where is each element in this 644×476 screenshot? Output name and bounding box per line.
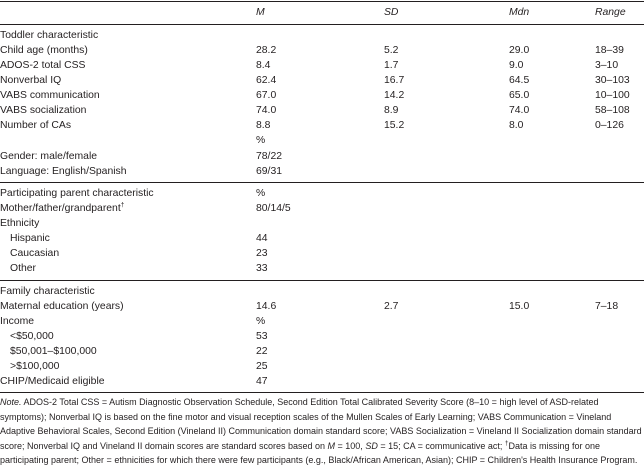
- cell-mean: 23: [256, 248, 268, 259]
- row-label: Number of CAs: [0, 120, 72, 131]
- section-title: Participating parent characteristic: [0, 188, 154, 199]
- cell-sd: 2.7: [384, 301, 399, 312]
- row-label: Ethnicity: [0, 218, 40, 229]
- cell-median: 9.0: [509, 60, 524, 71]
- row-label: VABS socialization: [0, 105, 87, 116]
- cell-range: 10–100: [595, 90, 630, 101]
- cell-mean: 14.6: [256, 301, 277, 312]
- cell-mean: 8.8: [256, 120, 271, 131]
- header-sd: SD: [384, 7, 399, 18]
- cell-range: 58–108: [595, 105, 630, 116]
- note-mean-symbol: M: [327, 440, 336, 451]
- row-label: Income: [0, 316, 35, 327]
- cell-mean: 74.0: [256, 105, 277, 116]
- cell-mean: 33: [256, 263, 268, 274]
- row-label: Hispanic: [10, 233, 50, 244]
- note-text: Data is missing for one participating parent; Other = ethnicities for which there were few participants (e.g., Black/African American, Asian); CHIP = Children's Health Insurance Program.: [0, 440, 638, 465]
- row-label: VABS communication: [0, 90, 100, 101]
- row-label: Language: English/Spanish: [0, 166, 127, 177]
- table-note: [0, 395, 644, 468]
- cell-sd: 14.2: [384, 90, 405, 101]
- row-label: Caucasian: [10, 248, 60, 259]
- cell-median: 64.5: [509, 75, 530, 86]
- cell-sd: 15.2: [384, 120, 405, 131]
- table-bottom-rule: [0, 392, 644, 393]
- row-label: Other: [10, 263, 36, 274]
- cell-percent-header: %: [256, 188, 266, 199]
- section-rule: [0, 182, 644, 183]
- cell-median: 15.0: [509, 301, 530, 312]
- cell-median: 65.0: [509, 90, 530, 101]
- cell-range: 0–126: [595, 120, 624, 131]
- section-rule: [0, 280, 644, 281]
- cell-mean: 8.4: [256, 60, 271, 71]
- cell-percent-header: %: [256, 135, 266, 146]
- header-range: Range: [595, 7, 626, 18]
- cell-mean: 78/22: [256, 151, 283, 162]
- cell-sd: 8.9: [384, 105, 399, 116]
- section-title: Toddler characteristic: [0, 30, 99, 41]
- header-rule: [0, 24, 644, 25]
- note-sd-symbol: SD: [365, 440, 378, 451]
- cell-median: 74.0: [509, 105, 530, 116]
- cell-range: 30–103: [595, 75, 630, 86]
- table-row: [0, 163, 644, 181]
- header-median: Mdn: [509, 7, 530, 18]
- note-text: = 15; CA = communicative act;: [377, 440, 505, 451]
- cell-mean: 62.4: [256, 75, 277, 86]
- row-label: Gender: male/female: [0, 151, 98, 162]
- cell-range: 3–10: [595, 60, 619, 71]
- cell-sd: 16.7: [384, 75, 405, 86]
- cell-median: 29.0: [509, 45, 530, 56]
- header-mean: M: [256, 7, 265, 18]
- table-row: [0, 260, 644, 278]
- table-top-rule: [0, 1, 644, 2]
- cell-mean: 69/31: [256, 166, 283, 177]
- note-label: Note.: [0, 397, 22, 407]
- cell-mean: 47: [256, 376, 268, 387]
- cell-mean: 67.0: [256, 90, 277, 101]
- row-label: >$100,000: [10, 361, 60, 372]
- dagger-footnote-mark: †: [120, 201, 125, 209]
- note-text: = 100,: [335, 440, 366, 451]
- row-label: CHIP/Medicaid eligible: [0, 376, 105, 387]
- row-label: ADOS-2 total CSS: [0, 60, 86, 71]
- row-label: Nonverbal IQ: [0, 75, 62, 86]
- cell-percent-header: %: [256, 316, 266, 327]
- row-label: <$50,000: [10, 331, 54, 342]
- cell-mean: 80/14/5: [256, 203, 291, 214]
- table-header: [0, 4, 644, 22]
- row-label: $50,001–$100,000: [10, 346, 97, 357]
- cell-range: 18–39: [595, 45, 624, 56]
- note-dagger: †: [504, 439, 509, 447]
- row-label: Child age (months): [0, 45, 88, 56]
- cell-mean: 53: [256, 331, 268, 342]
- cell-mean: 28.2: [256, 45, 277, 56]
- cell-mean: 44: [256, 233, 268, 244]
- cell-mean: 22: [256, 346, 268, 357]
- note-text: ADOS-2 Total CSS = Autism Diagnostic Observation Schedule, Second Edition Total Calibrated Severity Score (8–10 = high level of ASD-related symptoms); Nonverbal IQ is based on the fine motor and visual reception scales of the Mullen Scales of Early Learning; VABS Communication = Vineland Adaptive Behavioral Scales, Second Edition (Vineland II) Communication domain standard score; VABS Socialization = Vineland II Socialization domain standard score; Nonverbal IQ and Vineland II domain scores are standard scores based on: [0, 397, 642, 451]
- table-row: [0, 373, 644, 391]
- section-title: Family characteristic: [0, 286, 95, 297]
- cell-sd: 5.2: [384, 45, 399, 56]
- cell-median: 8.0: [509, 120, 524, 131]
- cell-range: 7–18: [595, 301, 619, 312]
- row-label: Maternal education (years): [0, 301, 124, 312]
- cell-sd: 1.7: [384, 60, 399, 71]
- cell-mean: 25: [256, 361, 268, 372]
- row-label-text: Mother/father/grandparent: [0, 203, 121, 214]
